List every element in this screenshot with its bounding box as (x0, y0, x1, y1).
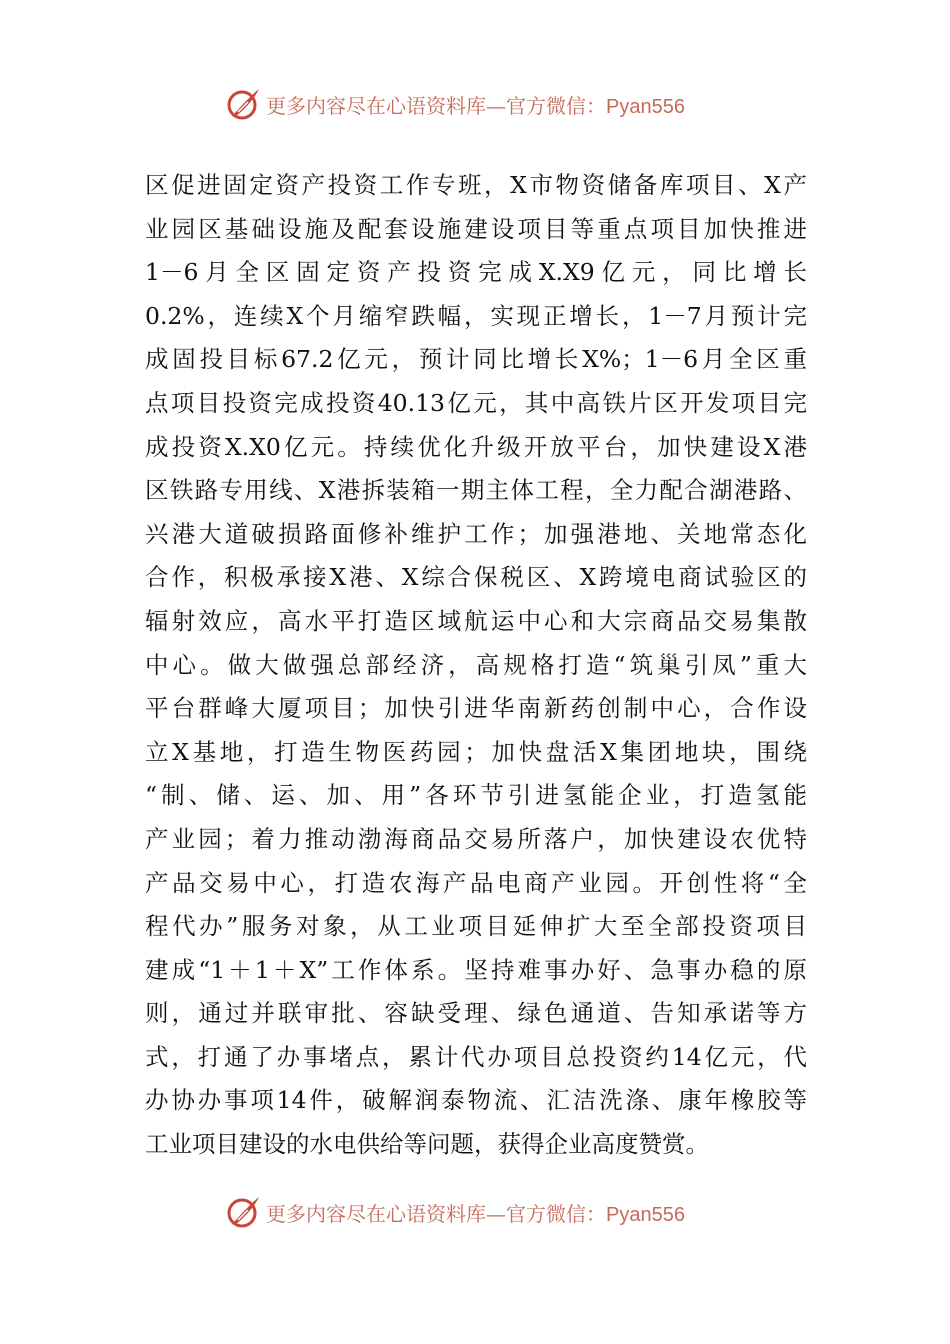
quill-logo-icon (226, 1194, 262, 1230)
text-line: 业园区基础设施及配套设施建设项目等重点项目加快推进 (145, 214, 807, 243)
document-paragraph (145, 164, 807, 1167)
text-line: 1－6月全区固定资产投资完成X.X9亿元，同比增长 (145, 258, 807, 287)
text-line: 辐射效应，高水平打造区域航运中心和大宗商品交易集散 (145, 606, 807, 635)
text-line: 成固投目标67.2亿元，预计同比增长X%；1－6月全区重 (145, 345, 807, 374)
text-line: 式，打通了办事堵点，累计代办项目总投资约14亿元，代 (145, 1042, 807, 1071)
text-line: 办协办事项14件，破解润泰物流、汇洁洗涤、康年橡胶等 (145, 1086, 807, 1115)
text-line: 0.2%，连续X个月缩窄跌幅，实现正增长，1－7月预计完 (145, 301, 807, 330)
text-line: 成投资X.X0亿元。持续优化升级开放平台，加快建设X港 (145, 432, 807, 461)
text-line: 中心。做大做强总部经济，高规格打造“筑巢引凤”重大 (145, 650, 807, 679)
text-line: 合作，积极承接X港、X综合保税区、X跨境电商试验区的 (145, 563, 807, 592)
header-watermark-banner (226, 84, 685, 124)
text-line: 工业项目建设的水电供给等问题，获得企业高度赞赏。 (145, 1130, 709, 1159)
text-line: 兴港大道破损路面修补维护工作；加强港地、关地常态化 (145, 519, 807, 548)
text-line: 产业园；着力推动渤海商品交易所落户，加快建设农优特 (145, 824, 807, 853)
text-line: 程代办”服务对象，从工业项目延伸扩大至全部投资项目 (145, 912, 807, 941)
watermark-text: 更多内容尽在心语资料库—官方微信：Pyan556 (266, 1201, 685, 1226)
text-line: “制、储、运、加、用”各环节引进氢能企业，打造氢能 (145, 781, 807, 810)
text-line: 平台群峰大厦项目；加快引进华南新药创制中心，合作设 (145, 694, 807, 723)
text-line: 立X基地，打造生物医药园；加快盘活X集团地块，围绕 (145, 737, 807, 766)
quill-logo-icon (226, 86, 262, 122)
watermark-text: 更多内容尽在心语资料库—官方微信：Pyan556 (266, 93, 685, 118)
text-line: 区铁路专用线、X港拆装箱一期主体工程，全力配合湖港路、 (145, 476, 807, 505)
text-line: 产品交易中心，打造农海产品电商产业园。开创性将“全 (145, 868, 807, 897)
text-line: 区促进固定资产投资工作专班，X市物资储备库项目、X产 (145, 171, 807, 199)
text-line: 建成“1＋1＋X”工作体系。坚持难事办好、急事办稳的原 (145, 955, 807, 984)
text-line: 则，通过并联审批、容缺受理、绿色通道、告知承诺等方 (145, 999, 807, 1028)
text-line: 点项目投资完成投资40.13亿元，其中高铁片区开发项目完 (145, 388, 807, 417)
footer-watermark-banner (226, 1192, 685, 1232)
